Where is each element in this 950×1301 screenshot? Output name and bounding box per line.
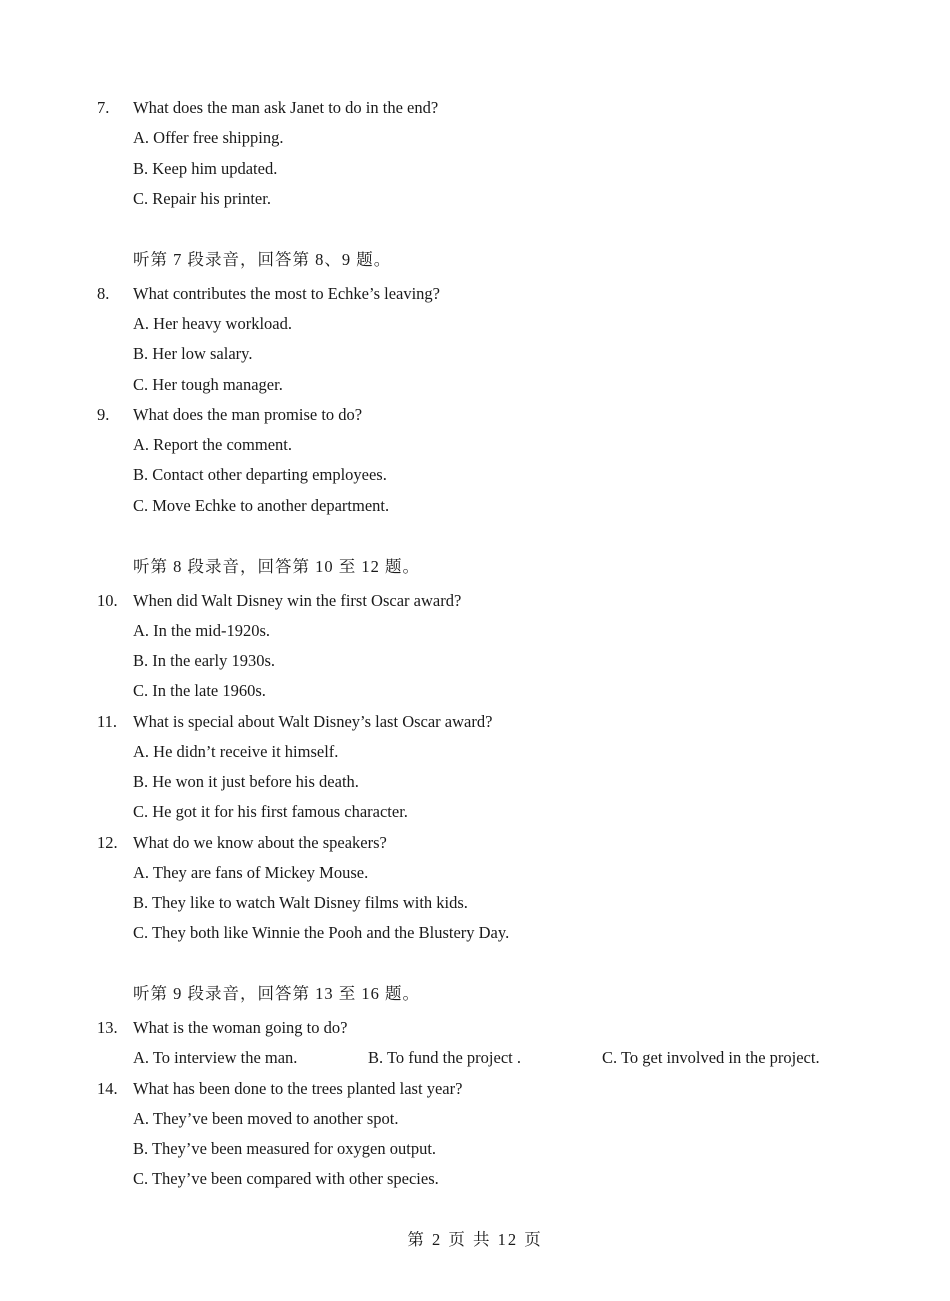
option-a: A. Her heavy workload. <box>133 314 292 333</box>
question-number: 12. <box>97 833 118 852</box>
option-c: C. Move Echke to another department. <box>133 496 390 515</box>
question-text: What do we know about the speakers? <box>133 833 387 852</box>
option-a: A. To interview the man. <box>133 1048 298 1067</box>
question-number: 9. <box>97 405 110 424</box>
question-text: What does the man ask Janet to do in the end? <box>133 98 439 117</box>
option-a: A. Report the comment. <box>133 435 293 454</box>
question-text: What contributes the most to Echke’s leaving? <box>133 284 440 303</box>
question-number: 14. <box>97 1079 118 1098</box>
question-number: 8. <box>97 284 110 303</box>
option-b: B. Contact other departing employees. <box>133 465 387 484</box>
option-c: C. They’ve been compared with other species. <box>133 1169 439 1188</box>
question-text: What has been done to the trees planted last year? <box>133 1079 463 1098</box>
option-c: C. Repair his printer. <box>133 189 271 208</box>
option-a: A. Offer free shipping. <box>133 128 284 147</box>
option-a: A. He didn’t receive it himself. <box>133 742 339 761</box>
option-c: C. He got it for his first famous character. <box>133 802 408 821</box>
question-number: 7. <box>97 98 110 117</box>
option-b: B. Keep him updated. <box>133 159 278 178</box>
option-a: A. In the mid-1920s. <box>133 621 271 640</box>
option-b: B. To fund the project . <box>368 1048 521 1067</box>
section-heading: 听第 9 段录音，回答第 13 至 16 题。 <box>133 984 420 1003</box>
section-heading: 听第 8 段录音，回答第 10 至 12 题。 <box>133 557 420 576</box>
section-heading: 听第 7 段录音，回答第 8、9 题。 <box>133 250 392 269</box>
question-number: 11. <box>97 712 118 731</box>
option-b: B. They’ve been measured for oxygen output. <box>133 1139 437 1158</box>
page-footer: 第 2 页 共 12 页 <box>407 1230 543 1249</box>
question-text: What is the woman going to do? <box>133 1018 348 1037</box>
option-b: B. They like to watch Walt Disney films with kids. <box>133 893 468 912</box>
option-b: B. Her low salary. <box>133 344 253 363</box>
question-number: 10. <box>97 591 118 610</box>
question-text: What does the man promise to do? <box>133 405 363 424</box>
option-c: C. In the late 1960s. <box>133 681 266 700</box>
option-c: C. They both like Winnie the Pooh and the Blustery Day. <box>133 923 510 942</box>
option-b: B. He won it just before his death. <box>133 772 359 791</box>
option-a: A. They’ve been moved to another spot. <box>133 1109 399 1128</box>
question-text: When did Walt Disney win the first Oscar award? <box>133 591 462 610</box>
question-text: What is special about Walt Disney’s last Oscar award? <box>133 712 493 731</box>
option-c: C. Her tough manager. <box>133 375 283 394</box>
option-c: C. To get involved in the project. <box>602 1048 820 1067</box>
option-b: B. In the early 1930s. <box>133 651 276 670</box>
question-number: 13. <box>97 1018 118 1037</box>
option-a: A. They are fans of Mickey Mouse. <box>133 863 369 882</box>
